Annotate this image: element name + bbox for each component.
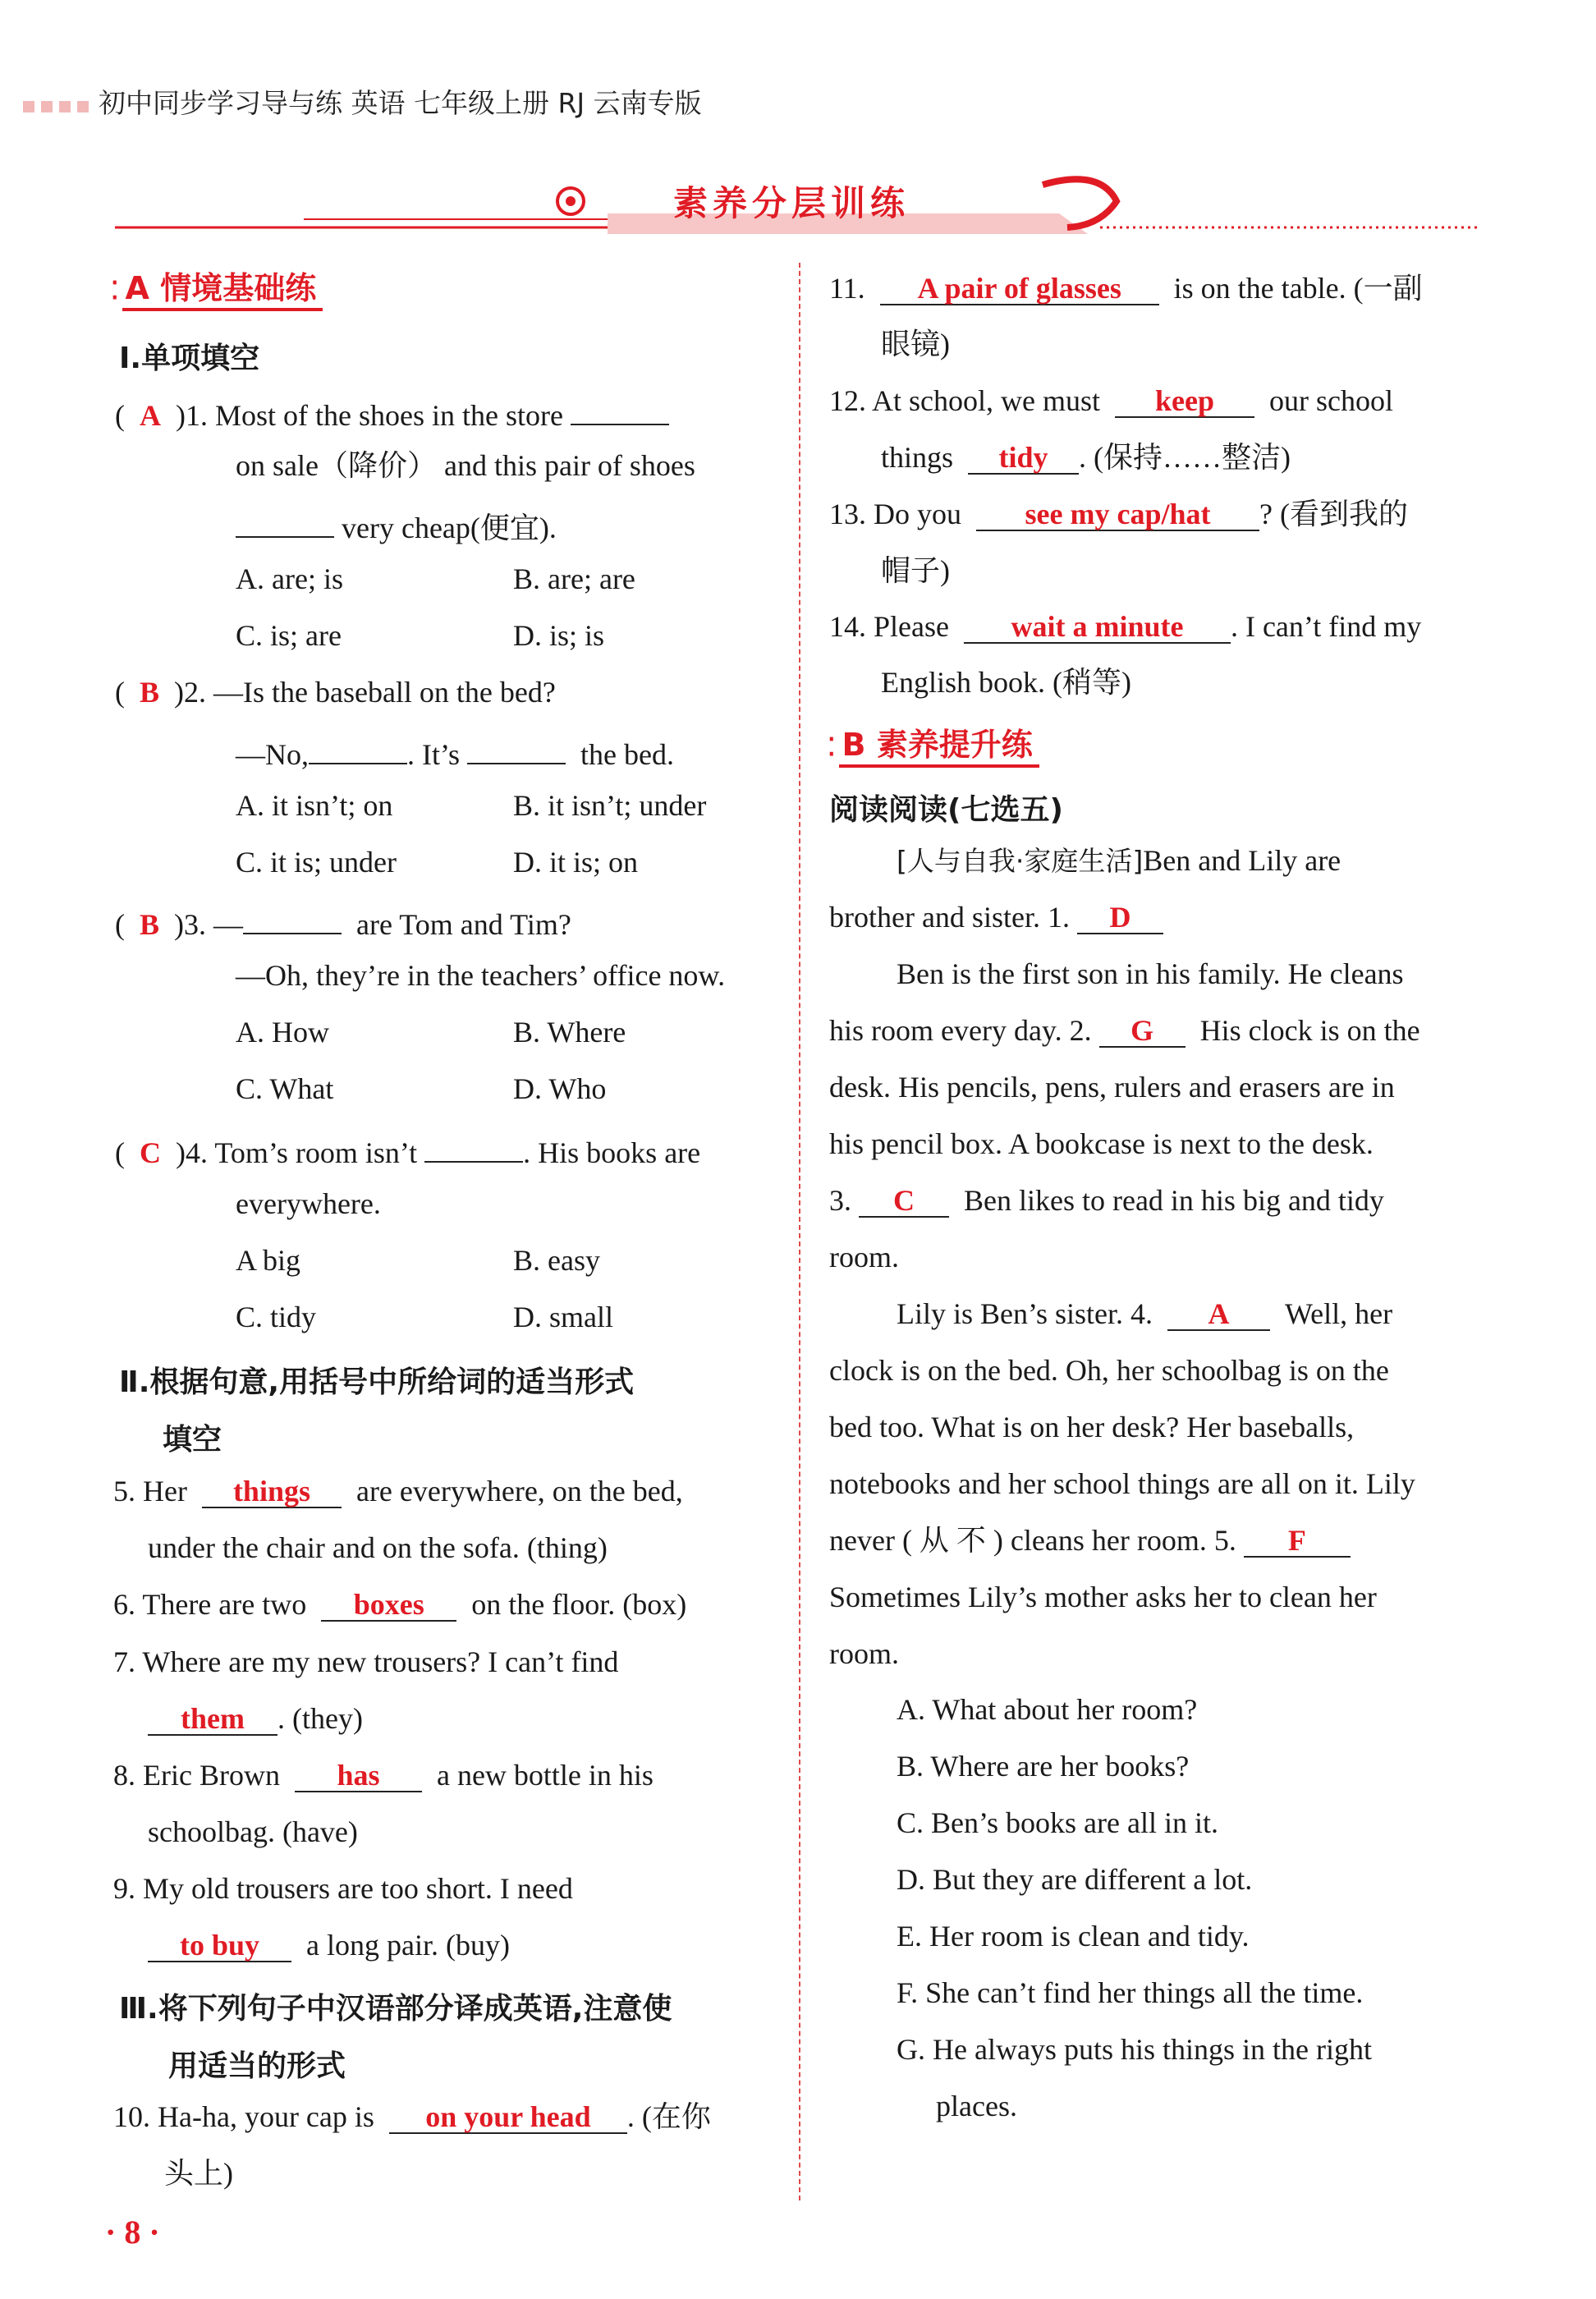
q1-line1: ( A )1. Most of the shoes in the store <box>115 392 764 434</box>
section-a-letter: A <box>125 270 149 306</box>
q1-line2: on sale（降价） and this pair of shoes <box>236 449 695 482</box>
option-a[interactable]: A. What about her room? <box>897 1693 1198 1726</box>
q1-opt-c[interactable]: C. is; are <box>236 619 342 652</box>
page-number: · 8 · <box>105 2214 160 2251</box>
q5-line2: under the chair and on the sofa. (thing) <box>148 1531 608 1564</box>
p1-line1 <box>897 843 1341 879</box>
p3-line7: room. <box>829 1637 899 1670</box>
q4-opt-a[interactable]: A big <box>236 1244 301 1277</box>
q4-line1: ( C )4. Tom’s room isn’t . His books are <box>115 1130 700 1171</box>
q13-line2: 帽子) <box>881 554 950 587</box>
q2-opt-b[interactable]: B. it isn’t; under <box>513 789 707 822</box>
section-b-title: 素养提升练 <box>876 727 1033 763</box>
p3-line1 <box>897 1296 1392 1332</box>
q5-text-a: 5. Her <box>113 1475 187 1507</box>
section-b-heading <box>828 719 1039 764</box>
option-f[interactable]: F. She can’t find her things all the time. <box>897 1976 1364 2009</box>
q9-answer[interactable]: to buy <box>148 1930 291 1962</box>
section-a-title: 情境基础练 <box>160 270 317 306</box>
part1-title: Ⅰ.单项填空 <box>119 342 260 375</box>
p3-line2: clock is on the bed. Oh, her schoolbag is on the <box>829 1354 1389 1387</box>
reading-subtitle: 阅读阅读(七选五) <box>829 793 1063 827</box>
q7-line2 <box>148 1701 363 1737</box>
q1-answer: A <box>140 399 161 432</box>
section-a-mark-icon: ⁚ <box>111 278 119 305</box>
q4-line2: everywhere. <box>236 1187 381 1220</box>
q1-opt-b[interactable]: B. are; are <box>513 562 635 595</box>
q12-answer1[interactable]: keep <box>1115 385 1254 418</box>
q8-line2: schoolbag. (have) <box>148 1815 358 1848</box>
q14-text-b: . I can’t find my <box>1230 610 1422 643</box>
blank3-answer[interactable]: C <box>859 1185 949 1218</box>
q3-text1a: )3. — <box>174 908 244 941</box>
q1-opt-d[interactable]: D. is; is <box>513 619 605 652</box>
q13-line1 <box>829 497 1408 532</box>
q4-text1b: . His books are <box>523 1136 701 1169</box>
q9-line2 <box>148 1928 510 1963</box>
part2-title-line2: 填空 <box>163 1423 222 1457</box>
q14-line1 <box>829 609 1421 645</box>
q7-text-b: . (they) <box>277 1702 363 1735</box>
q4-opt-d[interactable]: D. small <box>513 1301 613 1333</box>
q14-text-a: 14. Please <box>829 610 949 643</box>
header-square-icon <box>59 101 71 112</box>
q2-text2b: . It’s <box>407 738 461 771</box>
header-title: 初中同步学习导与练 英语 七年级上册 RJ 云南专版 <box>99 87 702 119</box>
reading-tag: [人与自我·家庭生活] <box>897 845 1144 877</box>
q6-line <box>113 1587 686 1622</box>
q1-blank1[interactable] <box>571 392 669 425</box>
q12-line1 <box>829 383 1393 419</box>
q4-opt-c[interactable]: C. tidy <box>236 1301 317 1333</box>
q12-text-d: . (保持……整洁) <box>1079 441 1291 474</box>
p3-line6: Sometimes Lily’s mother asks her to clean her <box>829 1581 1377 1613</box>
q14-answer[interactable]: wait a minute <box>964 611 1231 644</box>
banner-title: 素养分层训练 <box>673 183 910 223</box>
q2-text2c: the bed. <box>580 738 674 771</box>
q3-opt-b[interactable]: B. Where <box>513 1016 626 1049</box>
p1-line2 <box>829 900 1163 935</box>
header <box>23 82 702 121</box>
p2-text5b: Ben likes to read in his big and tidy <box>964 1184 1384 1217</box>
q2-answer: B <box>140 676 160 709</box>
p3-line4: notebooks and her school things are all on it. Lily <box>829 1467 1415 1500</box>
option-b[interactable]: B. Where are her books? <box>897 1750 1190 1783</box>
q1-line3 <box>236 505 557 546</box>
p3-text1b: Well, her <box>1285 1297 1393 1330</box>
q11-line2: 眼镜) <box>881 328 950 360</box>
part3-title-line2: 用适当的形式 <box>168 2049 346 2083</box>
q13-text-a: 13. Do you <box>829 498 961 530</box>
p2-line3: desk. His pencils, pens, rulers and erasers are in <box>829 1071 1395 1104</box>
q4-answer: C <box>140 1136 161 1169</box>
q6-text-a: 6. There are two <box>113 1588 307 1621</box>
section-b-mark-icon: ⁚ <box>828 734 836 761</box>
q12-text-a: 12. At school, we must <box>829 384 1100 417</box>
p1-text-b: brother and sister. 1. <box>829 901 1070 934</box>
part3-title-line1: Ⅲ.将下列句子中汉语部分译成英语,注意使 <box>119 1992 672 2026</box>
q1-text1: )1. Most of the shoes in the store <box>176 399 563 432</box>
blank5-answer[interactable]: F <box>1244 1525 1351 1558</box>
section-b-letter: B <box>842 727 866 763</box>
q10-line2: 头上) <box>164 2157 233 2190</box>
q2-blank2[interactable] <box>467 732 566 764</box>
q6-answer[interactable]: boxes <box>321 1589 456 1622</box>
q3-answer: B <box>140 908 160 941</box>
q10-text-a: 10. Ha-ha, your cap is <box>113 2100 374 2133</box>
blank4-answer[interactable]: A <box>1167 1298 1270 1331</box>
q12-text-b: our school <box>1269 384 1393 417</box>
option-d[interactable]: D. But they are different a lot. <box>897 1863 1253 1896</box>
q6-text-b: on the floor. (box) <box>471 1588 687 1621</box>
p3-line5 <box>829 1523 1351 1558</box>
q2-blank1[interactable] <box>309 732 407 764</box>
q5-line1 <box>113 1474 683 1509</box>
section-a-heading <box>111 263 323 308</box>
column-divider <box>799 263 800 2200</box>
q1-blank2[interactable] <box>236 505 334 538</box>
q5-answer[interactable]: things <box>202 1475 342 1508</box>
q11-text-a: 11. <box>829 272 865 305</box>
option-c[interactable]: C. Ben’s books are all in it. <box>897 1806 1218 1839</box>
q10-answer[interactable]: on your head <box>389 2101 627 2134</box>
q11-line1 <box>829 271 1423 306</box>
p1-text-a: Ben and Lily are <box>1143 844 1341 877</box>
q8-text-b: a new bottle in his <box>436 1759 654 1792</box>
q2-line1: ( B )2. —Is the baseball on the bed? <box>115 676 556 709</box>
q4-blank[interactable] <box>424 1130 523 1163</box>
q8-answer[interactable]: has <box>295 1760 422 1792</box>
q1-opt-a[interactable]: A. are; is <box>236 562 343 595</box>
q4-text1a: )4. Tom’s room isn’t <box>176 1136 418 1169</box>
q4-opt-b[interactable]: B. easy <box>513 1244 600 1277</box>
q2-text2a: —No, <box>236 738 309 771</box>
q3-line2: —Oh, they’re in the teachers’ office now. <box>236 959 726 992</box>
q13-answer[interactable]: see my cap/hat <box>976 498 1259 531</box>
p2-line6: room. <box>829 1241 899 1273</box>
q2-text1: )2. —Is the baseball on the bed? <box>174 676 556 709</box>
q7-line1: 7. Where are my new trousers? I can’t find <box>113 1645 619 1678</box>
q2-opt-a[interactable]: A. it isn’t; on <box>236 789 393 822</box>
q13-text-b: ? (看到我的 <box>1259 498 1408 530</box>
blank2-answer[interactable]: G <box>1099 1015 1186 1048</box>
q8-line1 <box>113 1758 654 1793</box>
p2-line2 <box>829 1013 1420 1049</box>
q2-opt-d[interactable]: D. it is; on <box>513 846 639 879</box>
q10-text-b: . (在你 <box>626 2100 711 2133</box>
p2-text2a: his room every day. 2. <box>829 1014 1092 1047</box>
header-square-icon <box>23 101 34 112</box>
p2-line5 <box>829 1183 1384 1218</box>
q12-answer2[interactable]: tidy <box>968 442 1079 475</box>
q7-answer[interactable]: them <box>148 1703 277 1736</box>
q3-opt-c[interactable]: C. What <box>236 1072 334 1105</box>
q12-text-c: things <box>881 441 954 474</box>
q11-text-b: is on the table. (一副 <box>1173 272 1423 305</box>
p2-text2b: His clock is on the <box>1199 1014 1420 1047</box>
blank1-answer[interactable]: D <box>1077 902 1163 934</box>
q11-answer[interactable]: A pair of glasses <box>880 273 1159 305</box>
p2-line4: his pencil box. A bookcase is next to the desk. <box>829 1127 1374 1160</box>
option-e[interactable]: E. Her room is clean and tidy. <box>897 1920 1250 1953</box>
q2-line2 <box>236 732 674 773</box>
q3-blank[interactable] <box>243 902 342 934</box>
p2-text5a: 3. <box>829 1184 851 1217</box>
q5-text-b: are everywhere, on the bed, <box>355 1475 683 1507</box>
p3-line3: bed too. What is on her desk? Her baseballs, <box>829 1411 1355 1443</box>
q3-opt-a[interactable]: A. How <box>236 1016 329 1049</box>
p3-text1a: Lily is Ben’s sister. 4. <box>897 1297 1153 1330</box>
option-g-cont: places. <box>936 2090 1017 2122</box>
q3-line1: ( B )3. — are Tom and Tim? <box>115 902 571 943</box>
p2-line1: Ben is the first son in his family. He cleans <box>897 957 1404 990</box>
q2-opt-c[interactable]: C. it is; under <box>236 846 397 879</box>
q8-text-a: 8. Eric Brown <box>113 1759 280 1792</box>
part2-title-line1: Ⅱ.根据句意,用括号中所给词的适当形式 <box>119 1365 635 1399</box>
q3-text1b: are Tom and Tim? <box>356 908 571 941</box>
header-square-icon <box>41 101 53 112</box>
q3-opt-d[interactable]: D. Who <box>513 1072 607 1105</box>
q9-text-b: a long pair. (buy) <box>306 1929 510 1962</box>
option-g[interactable]: G. He always puts his things in the right <box>897 2033 1372 2066</box>
q9-line1: 9. My old trousers are too short. I need <box>113 1872 573 1905</box>
q1-text3: very cheap(便宜). <box>342 512 557 544</box>
q14-line2: English book. (稍等) <box>881 666 1131 699</box>
q12-line2 <box>881 440 1291 475</box>
header-square-icon <box>77 101 89 112</box>
p3-text5a: never ( 从 不 ) cleans her room. 5. <box>829 1524 1236 1557</box>
q10-line1 <box>113 2099 711 2135</box>
